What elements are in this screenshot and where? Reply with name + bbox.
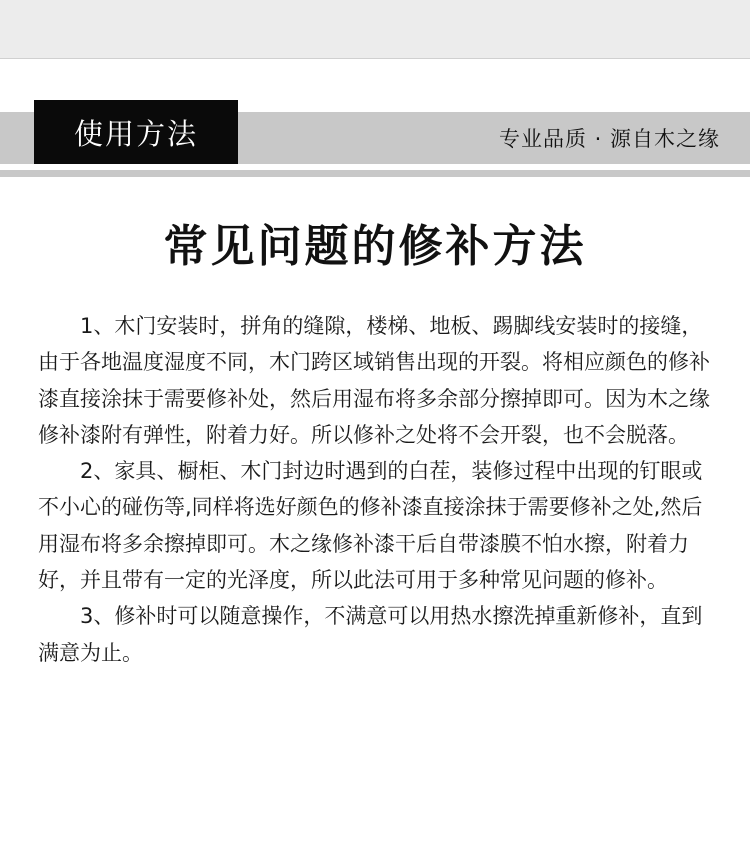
article-title: 常见问题的修补方法: [163, 221, 587, 272]
top-band: [0, 0, 750, 59]
article-body: [38, 308, 712, 671]
banner-rule: [0, 170, 750, 177]
section-tab-label: 使用方法: [34, 100, 238, 164]
paragraph-3: 3、修补时可以随意操作，不满意可以用热水擦洗掉重新修补，直到满意为止。: [38, 604, 703, 665]
paragraph-1: 1、木门安装时，拼角的缝隙，楼梯、地板、踢脚线安装时的接缝，由于各地温度湿度不同，木门跨区域销售出现的开裂。将相应颜色的修补漆直接涂抹于需要修补处，然后用湿布将多余部分擦掉即可。因为木之缘修补漆附有弹性，附着力好。所以修补之处将不会开裂，也不会脱落。: [38, 314, 710, 447]
brand-tagline: 专业品质 · 源自木之缘: [498, 127, 720, 151]
paragraph-2: 2、家具、橱柜、木门封边时遇到的白茬，装修过程中出现的钉眼或不小心的碰伤等,同样将选好颜色的修补漆直接涂抹于需要修补之处,然后用湿布将多余擦掉即可。木之缘修补漆干后自带漆膜不怕水擦，附着力好，并且带有一定的光泽度，所以此法可用于多种常见问题的修补。: [38, 459, 703, 593]
